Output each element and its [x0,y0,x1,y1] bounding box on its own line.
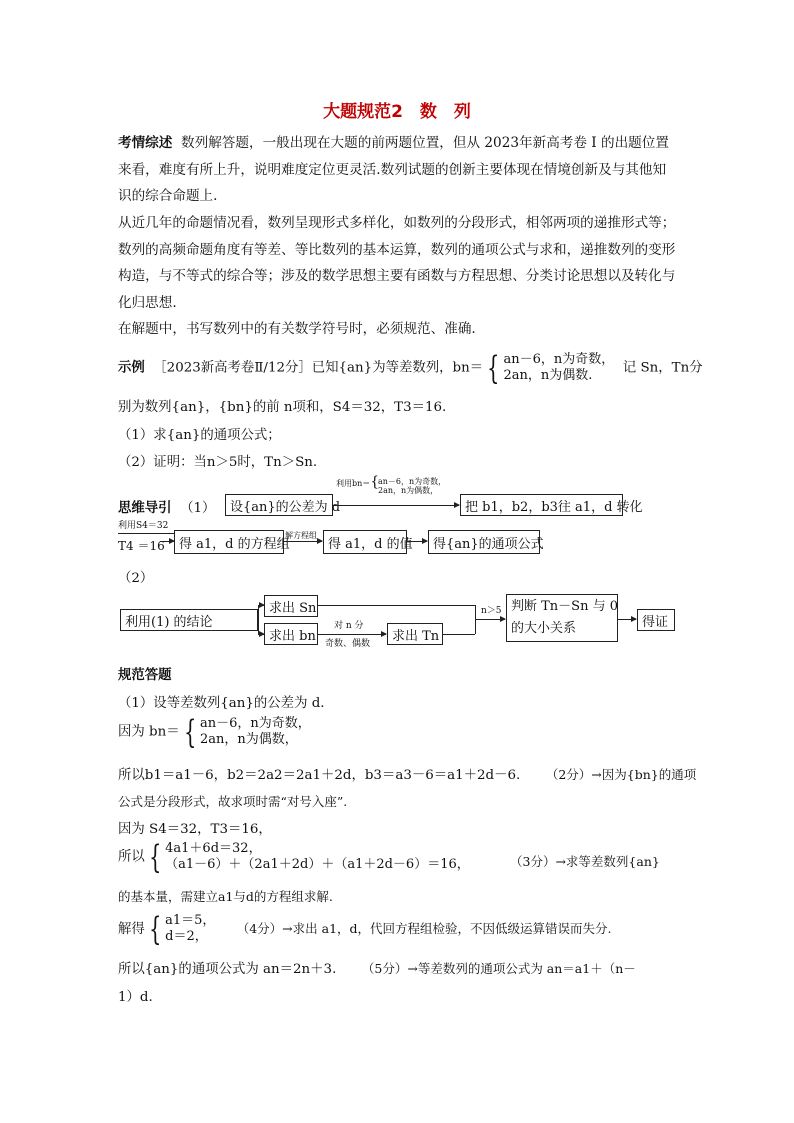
answer-solve: 解得 [118,922,145,937]
example-case-2: 2an，n为偶数. [503,368,593,383]
guide-label-line [118,497,215,516]
flow2-box-tn: 求出 Tn [387,623,443,645]
answer-eq-2: （a1－6）＋（2a1＋2d）＋（a1＋2d－6）＝16， [165,856,470,872]
example-tail: 记 Sn，Tn分 [622,360,703,376]
answer-line-1: （1）设等差数列{an}的公差为 d. [118,696,325,711]
example-piecewise: { an－6，n为奇数， 2an，n为偶数. [487,349,615,387]
flow2-branch-line [258,605,259,634]
flow2-arrow-to-judge [475,619,505,620]
flow-condition-1: 利用S4＝32 [118,521,169,531]
answer-line-6-note: （3分）→求等差数列{an} [510,854,660,869]
flow2-judge-line-1: 判断 Tn－Sn 与 0 [511,599,618,614]
flow2-judge-line-2: 的大小关系 [511,621,577,636]
flow2-line-sn [318,605,475,606]
answer-line-9 [118,958,636,977]
answer-line-4: 公式是分段形式，故求项时需“对号入座”. [118,794,348,809]
answer-line-3-text: 所以b1＝a1－6，b2＝2a2＝2a1＋2d，b3＝a3－6＝a1＋2d－6. [118,768,521,783]
arrow1-note-c: 2an，n为偶数， [378,486,439,495]
flow-condition-2: T4 ＝16 [118,539,165,553]
page-title: 大题规范2 数 列 [323,102,471,122]
flow2-box-use-result: 利用(1) 的结论 [120,609,258,631]
flow2-note-1: 对 n 分 [334,621,364,631]
flow2-box-judge [506,594,618,642]
example-line-2: 别为数列{an}，{bn}的前 n项和，S4＝32，T3＝16. [118,400,447,415]
answer-line-5: 因为 S4＝32，T3＝16， [118,822,272,837]
answer-system-2: { a1＝5， d＝2， [148,910,216,948]
guide-part1-number: （1） [180,501,216,516]
answer-line-3 [118,764,696,783]
intro-paragraph-1 [118,130,678,210]
intro-paragraph-2: 从近几年的命题情况看，数列呈现形式多样化，如数列的分段形式，相邻两项的递推形式等；数列的高频命题角度有等差、等比数列的基本运算，数列的通项公式与求和，递推数列的变形构造，与不等式的综合等；涉及的数学思想主要有函数与方程思想、分类讨论思想以及转化与化归思想. [118,215,676,311]
answer-line-9-text: 所以{an}的通项公式为 an＝2n＋3. [118,962,337,977]
flow2-note-2: 奇数、偶数 [325,639,371,649]
flow-condition-divider [118,533,176,534]
example-label: 示例 [118,360,145,376]
answer-line-9-note: （5分）→等差数列的通项公式为 an＝a1＋（n－ [361,961,636,976]
flow2-line-tn [443,634,475,635]
answer-piecewise: { an－6，n为奇数， 2an，n为偶数， [183,712,311,751]
answer-line-3-note: （2分）→因为{bn}的通项 [545,767,697,782]
flow-box-convert: 把 b1，b2，b3往 a1，d 转化 [460,494,623,516]
flow-arrow-2 [160,541,174,542]
flow-arrow-1 [333,505,459,506]
flow2-box-bn: 求出 bn [264,623,318,645]
answer-line-7: 的基本量，需建立a1与d的方程组求解. [118,889,333,904]
example-line-1 [118,349,703,387]
flow-arrow-4 [407,541,427,542]
answer-system-1: { 4a1＋6d＝32， （a1－6）＋（2a1＋2d）＋（a1＋2d－6）＝16， [148,837,470,876]
answer-line-6 [118,837,470,878]
flow-arrow-1-note: 利用bn＝{ [336,474,380,490]
answer-line-8-note: （4分）→求出 a1，d，代回方程组检验，不因低级运算错误而失分. [236,921,612,936]
flow-box-values: 得 a1，d 的值 [323,530,407,554]
flow-arrow-3-note: 解方程组 [285,531,317,540]
intro-label: 考情综述 [118,135,173,151]
flow-box-equations: 得 a1，d 的方程组 [174,530,284,554]
question-2: （2）证明：当n＞5时，Tn＞Sn. [118,455,318,470]
answer-case-1: an－6，n为奇数， [199,715,311,731]
flow2-arrow-to-tn [318,634,386,635]
example-bn-eq: bn＝ [452,360,484,376]
example-source: ［2023新高考卷Ⅱ/12分］已知{an}为等差数列， [153,360,453,376]
flow-box-general-term: 得{an}的通项公式 [428,530,540,554]
flow-arrow-1-cases [378,477,446,495]
flow2-arrow-to-proof [618,619,636,620]
arrow1-note-a: 利用bn＝ [336,479,371,488]
answer-a1-value: a1＝5， [165,913,216,928]
answer-so: 所以 [118,849,145,865]
answer-label: 规范答题 [118,668,172,683]
answer-line-8 [118,911,612,948]
answer-eq-1: 4a1＋6d＝32， [165,840,262,856]
answer-bn-eq: 因为 bn＝ [118,724,180,740]
answer-case-2: 2an，n为偶数， [199,731,298,747]
flow-arrow-3 [284,541,322,542]
guide-part2-number: （2） [118,571,154,586]
flow-box-set-difference: 设{an}的公差为 d [225,494,333,516]
answer-line-2 [118,712,311,751]
flow2-condition: n＞5 [481,606,502,616]
question-1: （1）求{an}的通项公式； [118,428,281,443]
guide-label: 思维导引 [118,501,172,516]
intro-text-1: 数列解答题，一般出现在大题的前两题位置，但从 2023年新高考卷 I 的出题位置来看，难度有所上升，说明难度定位更灵活.数列试题的创新主要体现在情境创新及与其他知识的综合命题上. [118,135,669,204]
example-case-1: an－6，n为奇数， [503,352,615,367]
answer-d-value: d＝2， [165,929,208,944]
intro-paragraph-3: 在解题中，书写数列中的有关数学符号时，必须规范、准确. [118,321,476,337]
flow2-box-proof: 得证 [637,609,675,631]
flow2-box-sn: 求出 Sn [264,595,318,617]
arrow1-note-b: an－6，n为奇数， [378,477,447,486]
answer-line-10: 1）d. [118,990,153,1005]
